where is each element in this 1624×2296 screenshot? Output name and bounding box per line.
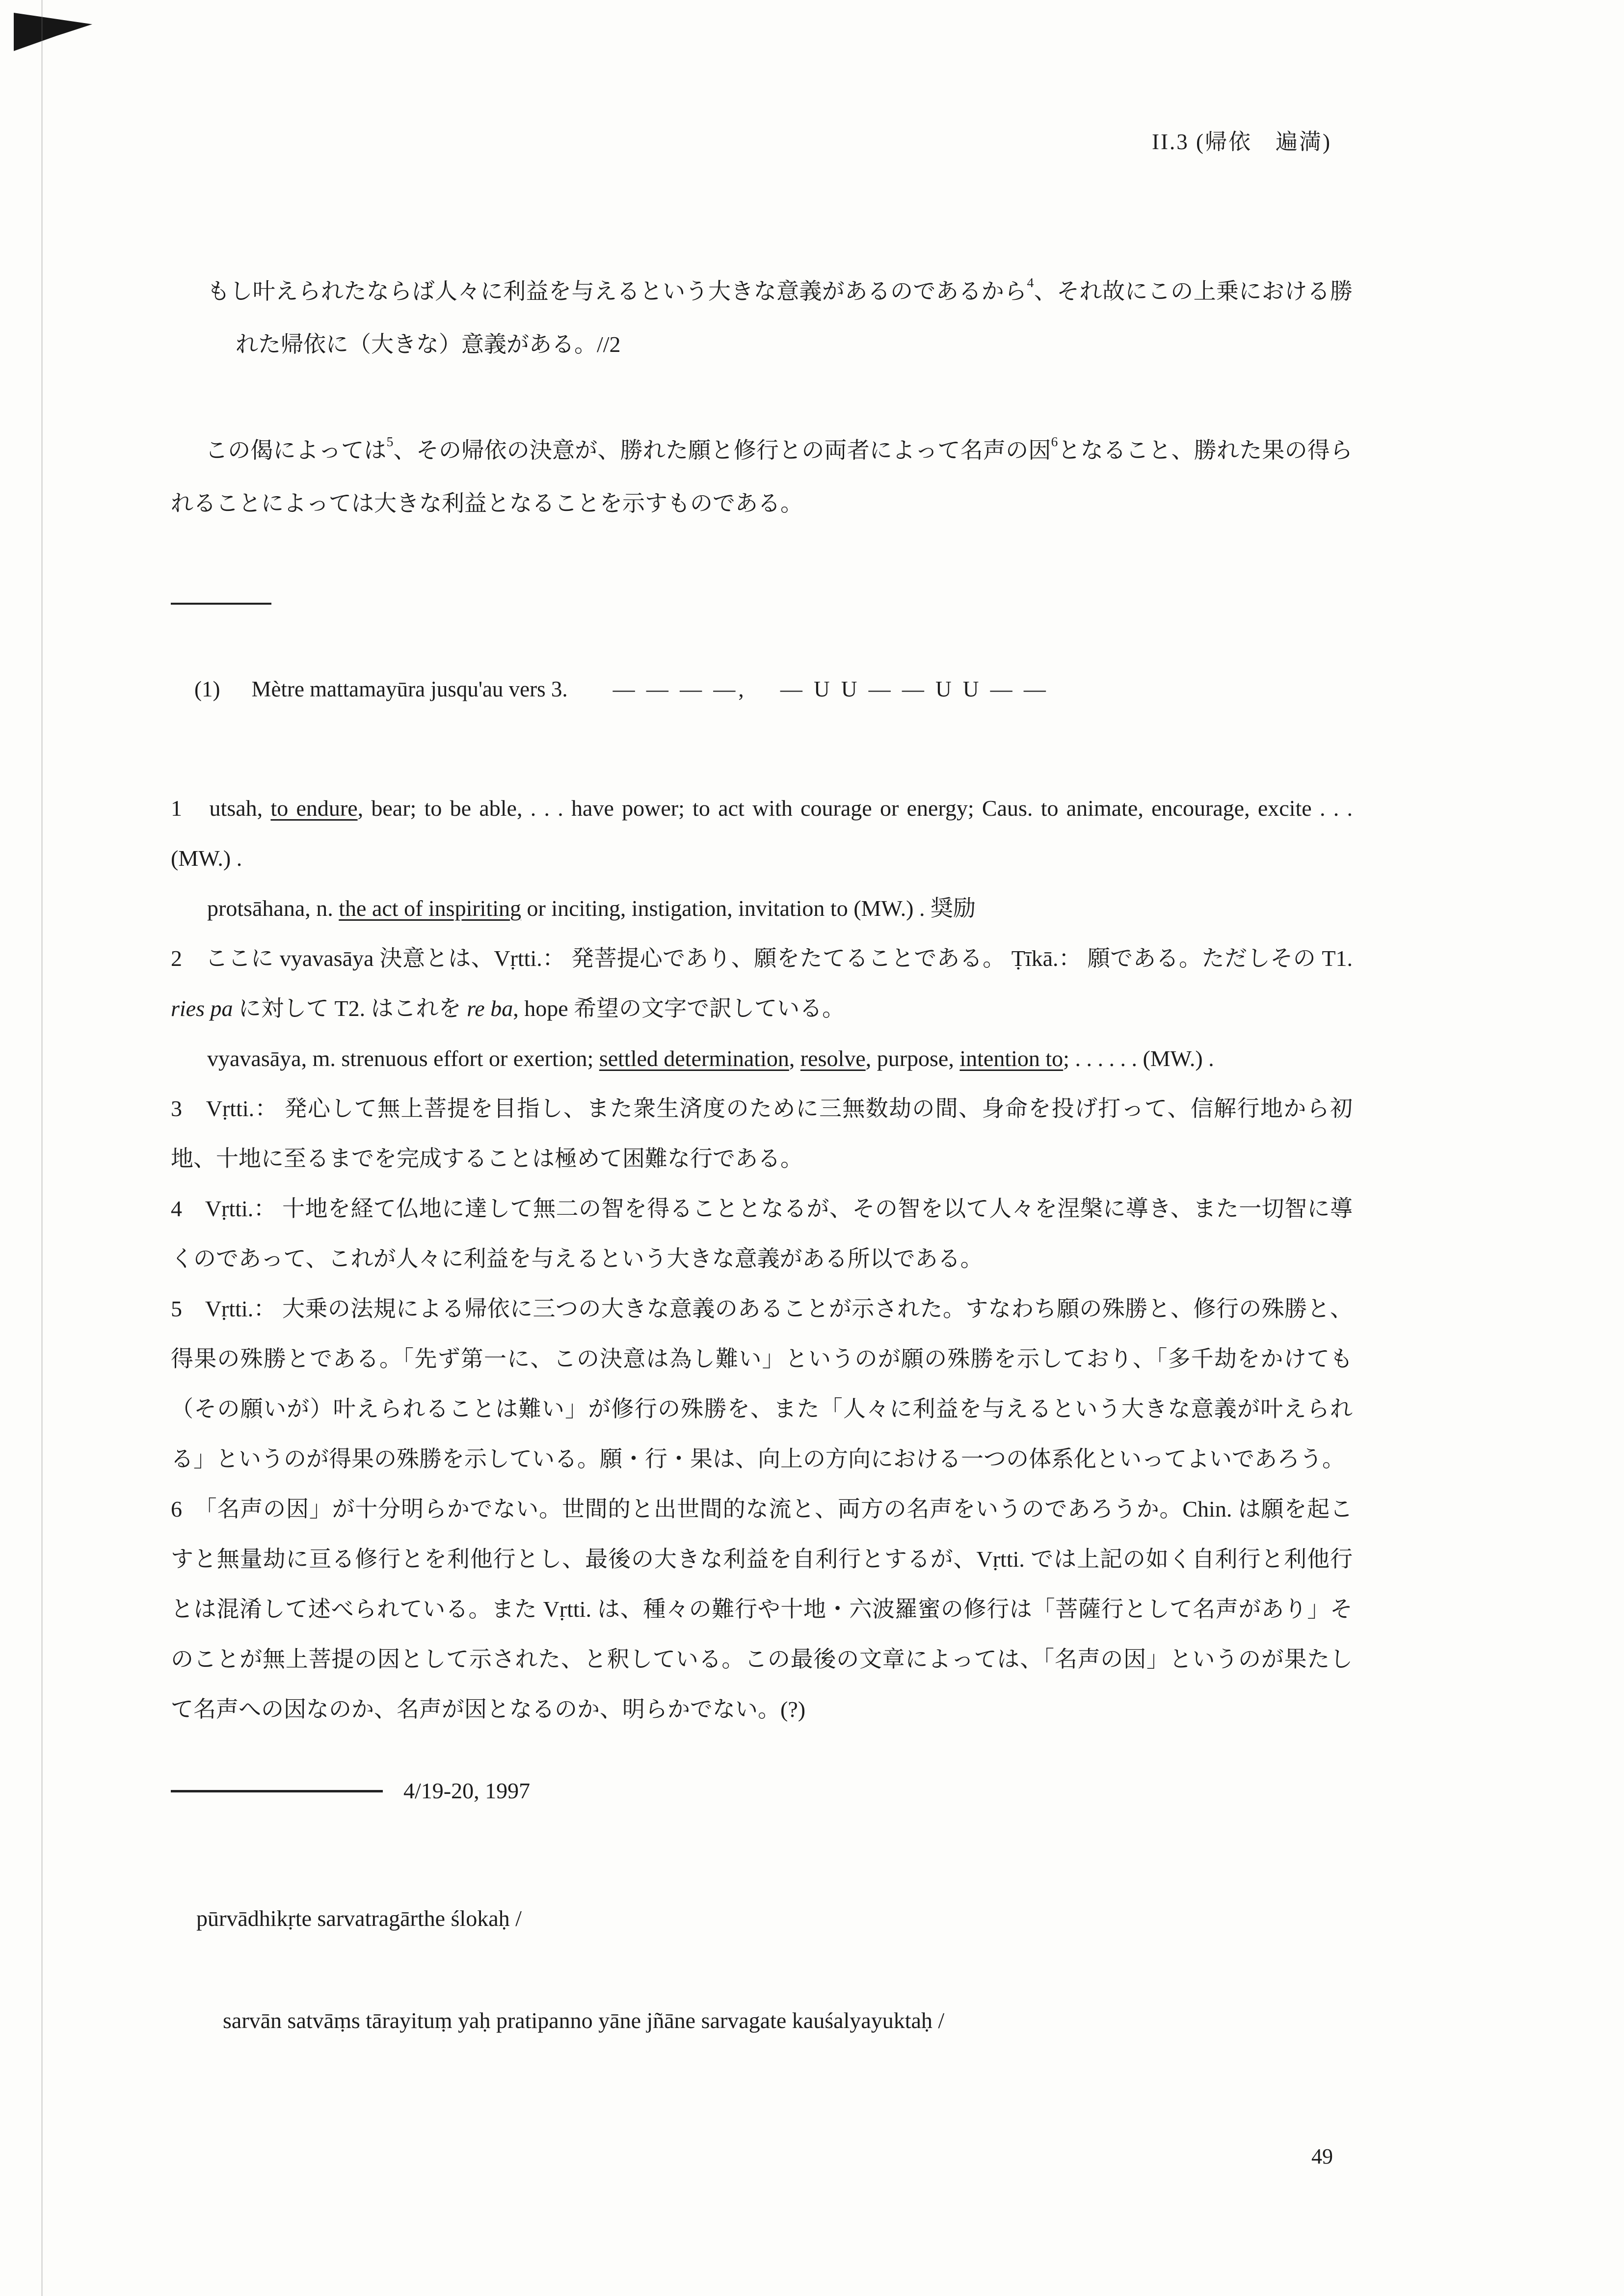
footnote-block-3: 2 ここに vyavasāya 決意とは、Vṛtti.： 発菩提心であり、願をたてることである。 Ṭīkā.： 願である。ただしその T1. ries pa に対して T2. はこれを re ba, hope 希望の文字で訳している。 <box>171 946 1353 1021</box>
metre-text: Mètre mattamayūra jusqu'au vers 3. <box>251 677 568 701</box>
footnote-block-5: 3 Vṛtti.： 発心して無上菩提を目指し、また衆生済度のために三無数劫の間、身命を投げ打って、信解行地から初地、十地に至るまでを完成することは極めて困難な行である。 <box>171 1096 1353 1171</box>
date-rule <box>171 1790 383 1792</box>
footnote-block-4: vyavasāya, m. strenuous effort or exertion; settled determination, resolve, purpose, intention to; . . . . . . (MW.) . <box>207 1046 1214 1071</box>
footnote-block-8: 6 「名声の因」が十分明らかでない。世間的と出世間的な流と、両方の名声をいうのであろうか。Chin. は願を起こすと無量劫に亘る修行とを利他行とし、最後の大きな利益を自利行とするが、Vṛtti. では上記の如く自利行と利他行とは混淆して述べられている。また Vṛtti. は、種々の難行や十地・六波羅蜜の修行は「菩薩行として名声があり」そのことが無上菩提の因として示された、と釈している。この最後の文章によっては、「名声の因」というのが果たして名声への因なのか、名声が因となるのか、明らかでない。(?) <box>171 1496 1353 1722</box>
intro-paragraph-2: この偈によっては$^5$、その帰依の決意が、勝れた願と修行との両者によって名声の因$^6$となること、勝れた果の得られることによっては大きな利益となることを示すものである。 <box>171 434 1353 516</box>
footnote-block-2: protsāhana, n. the act of inspiriting or inciting, instigation, invitation to (MW.) . 奨励 <box>207 896 976 921</box>
footnote-block-1: 1 utsah, to endure, bear; to be able, . . . have power; to act with courage or energy; Caus. to animate, encourage, excite . . . (MW.) . <box>171 796 1353 871</box>
footnote-divider-rule <box>171 603 271 605</box>
date-text: 4/19-20, 1997 <box>403 1778 531 1803</box>
metre-line <box>171 663 1353 716</box>
date-line <box>171 1766 1353 1816</box>
page-number: 49 <box>1311 2144 1333 2168</box>
intro-paragraph-1: もし叶えられたならば人々に利益を与えるという大きな意義があるのであるから$^4$、それ故にこの上乗における勝れた帰依に（大きな）意義がある。//2 <box>207 275 1353 357</box>
scan-edge-line <box>41 0 43 2296</box>
page-content <box>171 265 1353 2046</box>
sanskrit-line-2: sarvān satvāṃs tārayituṃ yaḥ pratipanno yāne jñāne sarvagate kauśalyayuktaḥ / <box>223 2008 945 2033</box>
footnotes <box>171 783 1353 1735</box>
running-header: II.3 (帰依 遍満) <box>1152 130 1331 154</box>
scan-artifact <box>14 13 92 51</box>
sanskrit-line-1: pūrvādhikṛte sarvatragārthe ślokaḥ / <box>196 1906 522 1931</box>
footnote-block-7: 5 Vṛtti.： 大乗の法規による帰依に三つの大きな意義のあることが示された。すなわち願の殊勝と、修行の殊勝と、得果の殊勝とである。「先ず第一に、この決意は為し難い」というのが願の殊勝を示しており、「多千劫をかけても（その願いが）叶えられることは難い」が修行の殊勝を、また「人々に利益を与えるという大きな意義が叶えられる」というのが得果の殊勝を示している。願・行・果は、向上の方向における一つの体系化といってよいであろう。 <box>171 1296 1353 1471</box>
footnote-block-6: 4 Vṛtti.： 十地を経て仏地に達して無二の智を得ることとなるが、その智を以て人々を涅槃に導き、また一切智に導くのであって、これが人々に利益を与えるという大きな意義がある所以である。 <box>171 1196 1353 1271</box>
metre-number: (1) <box>194 677 220 701</box>
metre-pattern: — — — —, — U U — — U U — — <box>612 677 1049 701</box>
